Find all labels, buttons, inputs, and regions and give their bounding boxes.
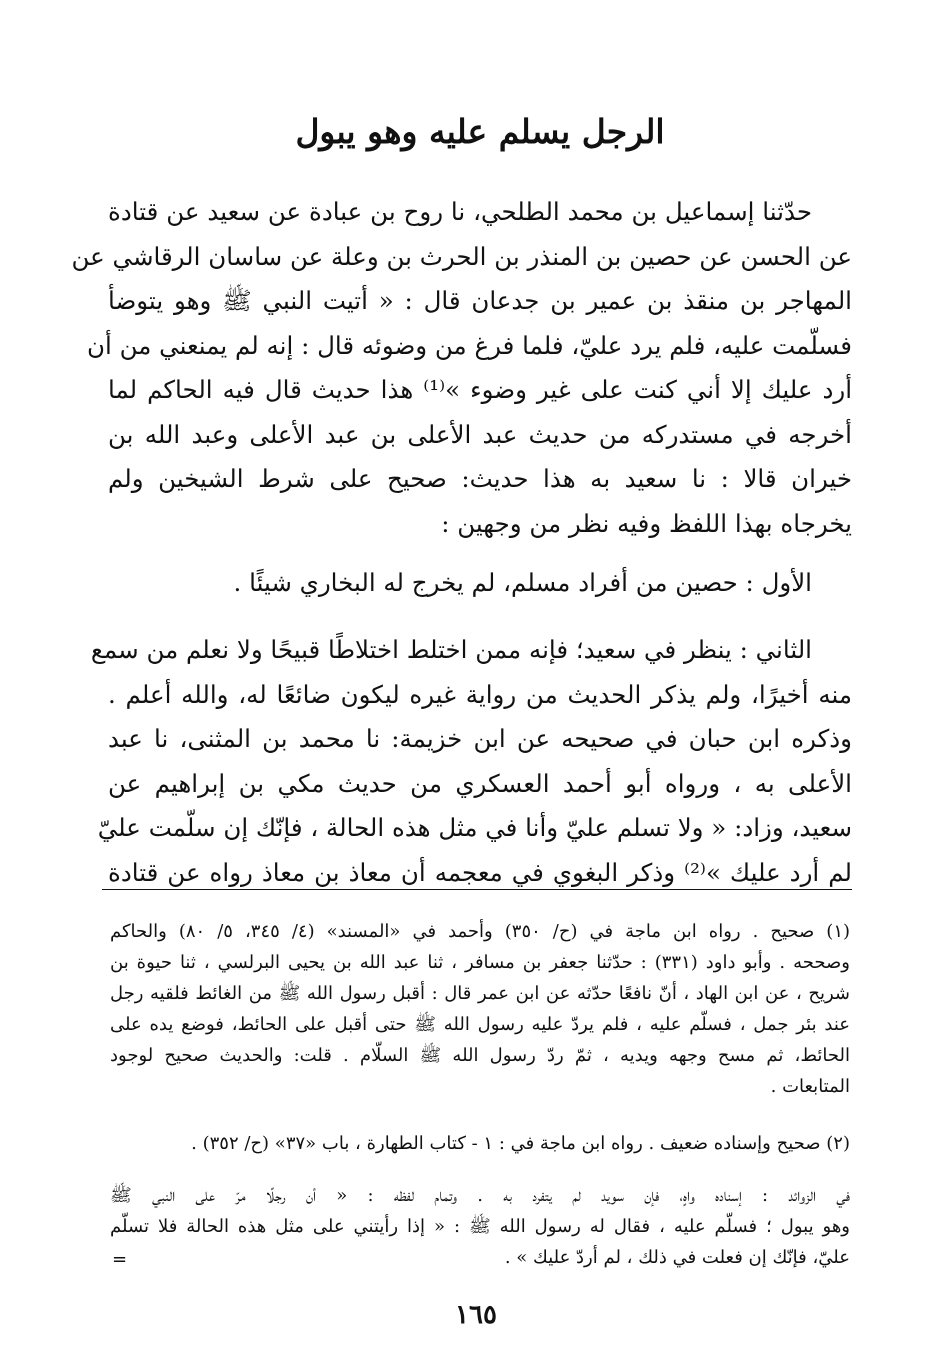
footnote-line: في الزوائد : إسناده واهٍ، فإن سويد لم يتفرد به . وتمام لفظه : « أن رجلًا مرّ على النبي ﷺ (110, 1185, 850, 1206)
text-line: أخرجه في مستدركه من حديث عبد الأعلى بن عبد الأعلى وعبد الله بن (108, 419, 852, 449)
footnote-line: عند بئر جمل ، فسلّم عليه ، فلم يردّ عليه رسول الله ﷺ حتى أقبل على الحائط، فوضع يده على (110, 1014, 850, 1035)
page-number: ١٦٥ (455, 1300, 497, 1330)
footnote-2-continuation (110, 1180, 850, 1273)
footnote-line: شريح ، عن ابن الهاد ، أنّ نافعًا حدّثه عن ابن عمر قال : أقبل رسول الله ﷺ من الغائط فلقيه رجل (110, 983, 850, 1004)
footnote-divider (102, 889, 852, 890)
footnote-line: الحائط، ثم مسح وجهه ويديه ، ثمّ ردّ رسول الله ﷺ السلّام . قلت: والحديث صحيح لوجود (110, 1045, 850, 1066)
text-line: حدّثنا إسماعيل بن محمد الطلحي، نا روح بن عبادة عن سعيد عن قتادة (108, 197, 812, 226)
footnote-1 (110, 916, 850, 1102)
text-line: الثاني : ينظر في سعيد؛ فإنه ممن اختلط اختلاطًا قبيحًا ولا نعلم من سمع (90, 635, 812, 664)
text-line: الأول : حصين من أفراد مسلم، لم يخرج له البخاري شيئًا . (233, 568, 812, 597)
text-line: خيران قالا : نا سعيد به هذا حديث: صحيح على شرط الشيخين ولم (108, 464, 852, 493)
text-line: منه أخيرًا، ولم يذكر الحديث من رواية غيره ليكون ضائعًا له، والله أعلم . (108, 679, 852, 709)
text-line: الأعلى به ، ورواه أبو أحمد العسكري من حديث مكي بن إبراهيم عن (108, 768, 852, 798)
footnote-2 (110, 1128, 850, 1159)
text-line: عن الحسن عن حصين بن المنذر بن الحرث بن وعلة عن ساسان الرقاشي عن (71, 241, 852, 271)
main-paragraph-1 (71, 190, 852, 546)
text-line: فسلّمت عليه، فلم يرد عليّ، فلما فرغ من وضوئه قال : إنه لم يمنعني من أن (87, 330, 852, 360)
text-line: لم أرد عليك »⁽²⁾ وذكر البغوي في معجمه أن معاذ بن معاذ رواه عن قتادة (108, 857, 852, 887)
footnote-line: المتابعات . (770, 1076, 850, 1097)
text-line: سعيد، وزاد: « ولا تسلم عليّ وأنا في مثل هذه الحالة ، فإنّك إن سلّمت عليّ (97, 813, 852, 842)
page-title: الرجل يسلم عليه وهو يبول (295, 112, 665, 151)
footnote-line: (٢) صحيح وإسناده ضعيف . رواه ابن ماجة في : ١ - كتاب الطهارة ، باب «٣٧» (ح/ ٣٥٢) . (191, 1133, 850, 1154)
text-line: يخرجاه بهذا اللفظ وفيه نظر من وجهين : (441, 508, 852, 538)
footnote-line: (١) صحيح . رواه ابن ماجة في (ح/ ٣٥٠) وأحمد في «المسند» (٤/ ٣٤٥، ٥/ ٨٠) والحاكم (110, 921, 851, 942)
footnote-line: عليّ، فإنّك إن فعلت في ذلك ، لم أردّ عليك » . (504, 1247, 850, 1268)
text-line: وذكره ابن حبان في صحيحه عن ابن خزيمة: نا محمد بن المثنى، نا عبد (108, 724, 852, 753)
footnote-line: وصححه . وأبو داود (٣٣١) : حدّثنا جعفر بن مسافر ، ثنا عبد الله بن يحيى البرلسي ، ثنا حيوة بن (110, 952, 850, 973)
continuation-mark: = (112, 1249, 128, 1270)
footnote-line: وهو يبول ؛ فسلّم عليه ، فقال له رسول الله ﷺ : « إذا رأيتني على مثل هذه الحالة فلا تسلّم (110, 1216, 850, 1237)
text-line: المهاجر بن منقذ بن عمير بن جدعان قال : « أتيت النبي ﷺ وهو يتوضأ (108, 286, 852, 315)
main-paragraph-3 (90, 628, 852, 895)
main-paragraph-2 (108, 561, 852, 606)
text-line: أرد عليك إلا أني كنت على غير وضوء »⁽¹⁾ هذا حديث قال فيه الحاكم لما (108, 375, 852, 404)
